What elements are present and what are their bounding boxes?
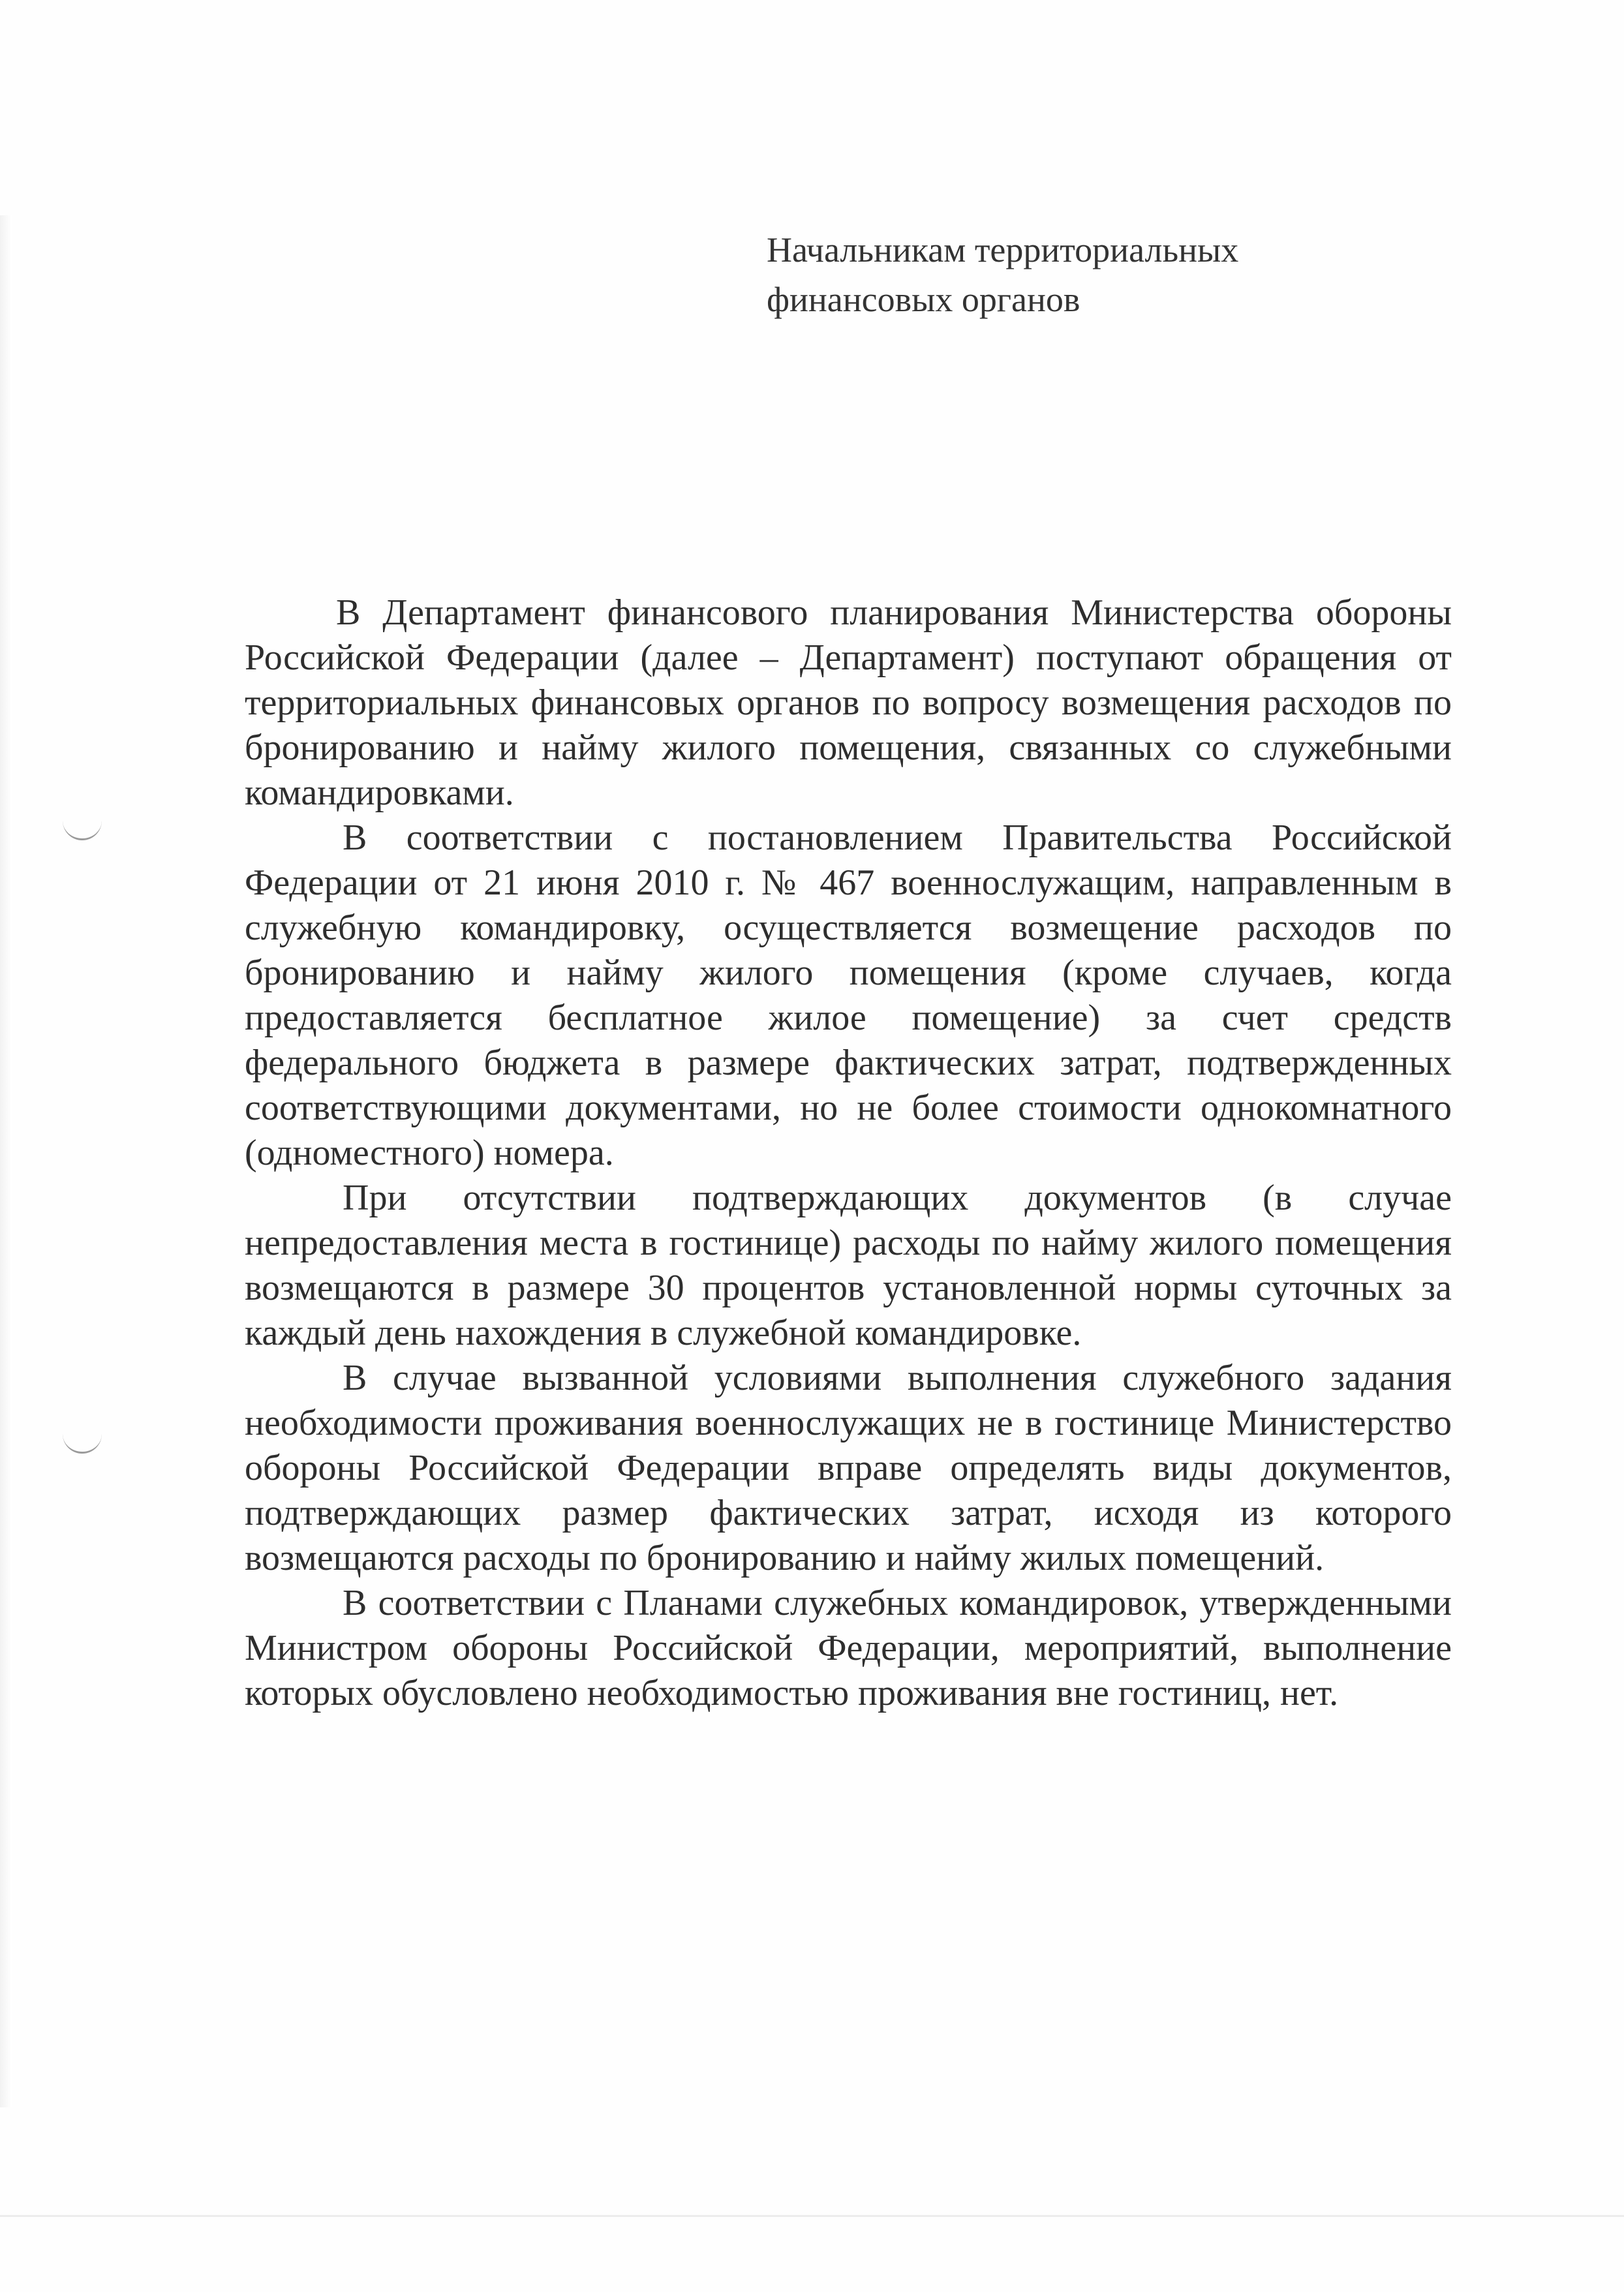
punch-hole-mark-bottom <box>63 1432 102 1454</box>
paragraph-5: В соответствии с Планами служебных командировок, утвержденными Министром обороны Российской Федерации, мероприятий, выполнение которых обусловлено необходимостью проживания вне гостиниц, нет. <box>245 1583 1452 1713</box>
paragraph-2: В соответствии с постановлением Правительства Российской Федерации от 21 июня 2010 г. № 467 военнослужащим, направленным в служебную командировку, осуществляется возмещение расходов по бронированию и найму жилого помещения (кроме случаев, когда предоставляется бесплатное жилое помещение) за счет средств федерального бюджета в размере фактических затрат, подтвержденных соответствующими документами, но не более стоимости однокомнатного (одноместного) номера. <box>245 817 1452 1173</box>
scan-edge-shadow <box>0 215 12 2107</box>
addressee-line-1: Начальникам территориальных <box>767 230 1239 269</box>
punch-hole-mark-top <box>63 819 102 840</box>
paragraph-1: В Департамент финансового планирования Министерства обороны Российской Федерации (далее – Департамент) поступают обращения от территориальных финансовых органов по вопросу возмещения расходов по бронированию и найму жилого помещения, связанных со служебными командировками. <box>245 592 1452 813</box>
scan-bottom-line <box>0 2215 1624 2217</box>
paragraph-3: При отсутствии подтверждающих документов (в случае непредоставления места в гостинице) расходы по найму жилого помещения возмещаются в размере 30 процентов установленной нормы суточных за каждый день нахождения в служебной командировке. <box>245 1178 1452 1353</box>
letter-body <box>245 590 1452 1716</box>
addressee-line-2: финансовых органов <box>767 280 1080 319</box>
paragraph-4: В случае вызванной условиями выполнения служебного задания необходимости проживания военнослужащих не в гостинице Министерство обороны Российской Федерации вправе определять виды документов, подтверждающих размер фактических затрат, исходя из которого возмещаются расходы по бронированию и найму жилых помещений. <box>245 1358 1452 1578</box>
addressee-block <box>767 225 1484 324</box>
